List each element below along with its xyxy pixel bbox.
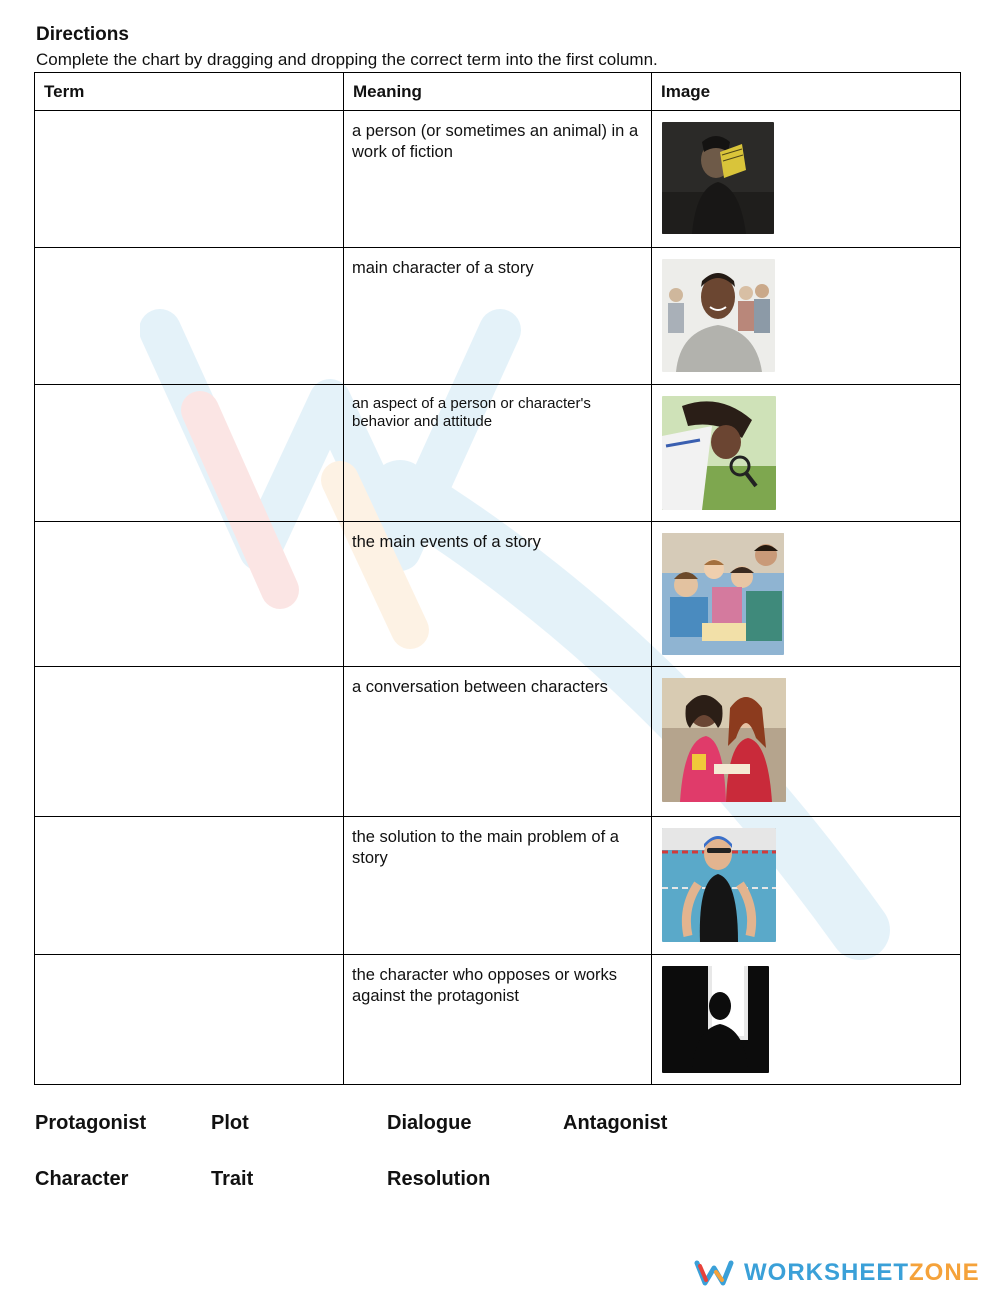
term-drop-zone[interactable] (35, 667, 344, 817)
worksheetzone-logo (694, 1255, 980, 1291)
image-cell (652, 817, 961, 955)
term-drop-zone[interactable] (35, 522, 344, 667)
dark-silhouette-photo (662, 966, 769, 1073)
term-dialogue[interactable]: Dialogue (387, 1112, 472, 1134)
teacher-reading-to-children-photo (662, 533, 784, 655)
term-column-header: Term (35, 73, 344, 111)
term-protagonist[interactable]: Protagonist (35, 1112, 147, 1134)
table-row (35, 111, 961, 248)
term-drop-zone[interactable] (35, 248, 344, 385)
meaning-cell: the main events of a story (344, 522, 652, 667)
two-girls-talking-photo (662, 678, 786, 802)
table-row (35, 667, 961, 817)
meaning-cell: the character who opposes or works against the protagonist (344, 955, 652, 1085)
meaning-cell: a person (or sometimes an animal) in a work of fiction (344, 111, 652, 248)
image-column-header: Image (652, 73, 961, 111)
term-plot[interactable]: Plot (211, 1112, 249, 1134)
meaning-cell: the solution to the main problem of a story (344, 817, 652, 955)
term-character[interactable]: Character (35, 1168, 129, 1190)
term-antagonist[interactable]: Antagonist (563, 1112, 668, 1134)
term-trait[interactable]: Trait (211, 1168, 254, 1190)
girl-with-magnifying-glass-photo (662, 396, 776, 510)
logo-text-primary: WORKSHEET (744, 1259, 909, 1286)
meaning-cell: an aspect of a person or character's behavior and attitude (344, 385, 652, 522)
table-row (35, 817, 961, 955)
image-cell (652, 248, 961, 385)
vocabulary-chart (34, 72, 961, 1085)
smiling-swimmer-photo (662, 828, 776, 942)
person-reading-in-dark-photo (662, 122, 774, 234)
meaning-column-header: Meaning (344, 73, 652, 111)
meaning-cell: main character of a story (344, 248, 652, 385)
term-drop-zone[interactable] (35, 385, 344, 522)
logo-text (744, 1259, 980, 1287)
table-row (35, 248, 961, 385)
image-cell (652, 385, 961, 522)
image-cell (652, 955, 961, 1085)
meaning-cell: a conversation between characters (344, 667, 652, 817)
smiling-man-in-crowd-photo (662, 259, 775, 372)
term-resolution[interactable]: Resolution (387, 1168, 491, 1190)
table-row (35, 385, 961, 522)
table-row (35, 955, 961, 1085)
term-drop-zone[interactable] (35, 111, 344, 248)
image-cell (652, 522, 961, 667)
header-row (35, 73, 961, 111)
image-cell (652, 667, 961, 817)
logo-text-secondary: ZONE (909, 1259, 980, 1286)
image-cell (652, 111, 961, 248)
logo-w-icon (694, 1258, 734, 1288)
term-drop-zone[interactable] (35, 955, 344, 1085)
table-row (35, 522, 961, 667)
term-drop-zone[interactable] (35, 817, 344, 955)
directions-heading: Directions (36, 24, 129, 45)
directions-text: Complete the chart by dragging and dropping the correct term into the first column. (36, 50, 658, 69)
